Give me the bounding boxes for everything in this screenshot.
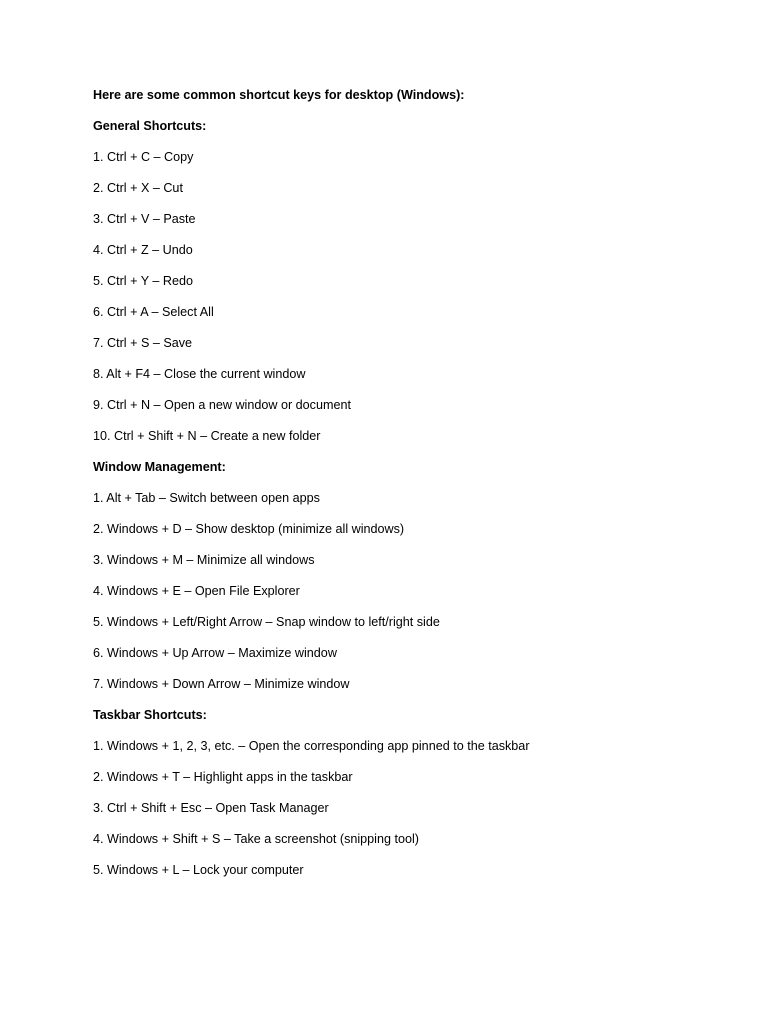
list-item: 6. Windows + Up Arrow – Maximize window — [93, 646, 337, 660]
list-item: 5. Windows + L – Lock your computer — [93, 863, 304, 877]
list-item: 3. Ctrl + V – Paste — [93, 212, 196, 226]
list-item: 6. Ctrl + A – Select All — [93, 305, 214, 319]
list-item: 3. Ctrl + Shift + Esc – Open Task Manager — [93, 801, 329, 815]
list-item: 2. Windows + T – Highlight apps in the taskbar — [93, 770, 353, 784]
section-heading-taskbar: Taskbar Shortcuts: — [93, 708, 207, 722]
section-heading-window-management: Window Management: — [93, 460, 226, 474]
list-item: 8. Alt + F4 – Close the current window — [93, 367, 306, 381]
list-item: 4. Ctrl + Z – Undo — [93, 243, 193, 257]
document-body — [93, 86, 713, 892]
list-item: 1. Windows + 1, 2, 3, etc. – Open the corresponding app pinned to the taskbar — [93, 739, 530, 753]
list-item: 9. Ctrl + N – Open a new window or document — [93, 398, 351, 412]
intro-heading: Here are some common shortcut keys for desktop (Windows): — [93, 88, 465, 102]
list-item: 5. Ctrl + Y – Redo — [93, 274, 193, 288]
list-item: 3. Windows + M – Minimize all windows — [93, 553, 315, 567]
section-heading-general: General Shortcuts: — [93, 119, 207, 133]
list-item: 5. Windows + Left/Right Arrow – Snap window to left/right side — [93, 615, 440, 629]
list-item: 10. Ctrl + Shift + N – Create a new folder — [93, 429, 321, 443]
list-item: 1. Ctrl + C – Copy — [93, 150, 194, 164]
list-item: 4. Windows + E – Open File Explorer — [93, 584, 300, 598]
list-item: 2. Windows + D – Show desktop (minimize all windows) — [93, 522, 405, 536]
list-item: 7. Ctrl + S – Save — [93, 336, 193, 350]
list-item: 7. Windows + Down Arrow – Minimize window — [93, 677, 350, 691]
list-item: 1. Alt + Tab – Switch between open apps — [93, 491, 320, 505]
list-item: 2. Ctrl + X – Cut — [93, 181, 183, 195]
list-item: 4. Windows + Shift + S – Take a screenshot (snipping tool) — [93, 832, 419, 846]
